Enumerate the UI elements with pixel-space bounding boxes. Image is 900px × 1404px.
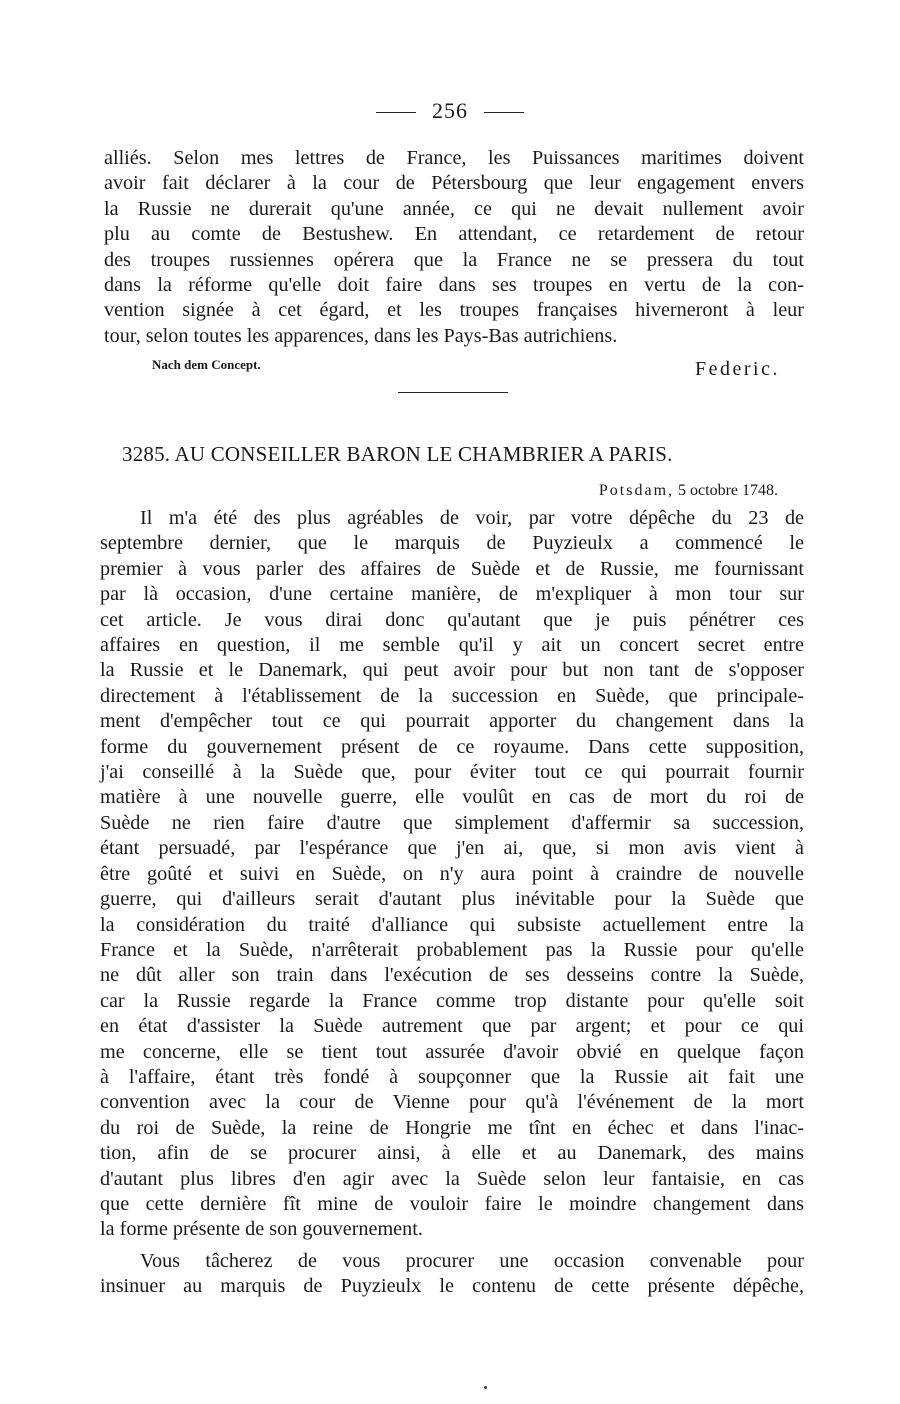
source-note: Nach dem Concept. bbox=[152, 357, 261, 372]
letter-paragraph-1 bbox=[100, 506, 804, 1243]
section-divider bbox=[398, 392, 508, 393]
text-line: convention avec la cour de Vienne pour qu'à l'événement de la mort bbox=[100, 1091, 804, 1114]
text-line: tion, afin de se procurer ainsi, à elle et au Danemark, des mains bbox=[100, 1142, 804, 1165]
header-dash-left bbox=[376, 112, 416, 113]
page-speck bbox=[484, 1386, 487, 1389]
text-line: en état d'assister la Suède autrement que par argent; et pour ce qui bbox=[100, 1015, 804, 1038]
text-line: étant persuadé, par l'espérance que j'en ai, que, si mon avis vient à bbox=[100, 837, 804, 860]
text-line: plu au comte de Bestushew. En attendant, ce retardement de retour bbox=[104, 223, 804, 246]
text-line: car la Russie regarde la France comme trop distante pour qu'elle soit bbox=[100, 989, 804, 1012]
text-line: par là occasion, d'une certaine manière, de m'expliquer à mon tour sur bbox=[100, 583, 804, 606]
text-line: directement à l'établissement de la succession en Suède, que principale- bbox=[100, 684, 804, 707]
text-line: Il m'a été des plus agréables de voir, par votre dépêche du 23 de bbox=[140, 507, 804, 529]
text-line: ment d'empêcher tout ce qui pourrait apporter du changement dans la bbox=[100, 710, 804, 733]
text-line: que cette dernière fît mine de vouloir faire le moindre changement dans bbox=[100, 1192, 804, 1215]
text-line: des troupes russiennes opérera que la France ne se pressera du tout bbox=[104, 248, 804, 271]
text-line: être goûté et suivi en Suède, on n'y aura point à craindre de nouvelle bbox=[100, 862, 804, 885]
text-line: septembre dernier, que le marquis de Puyzieulx a commencé le bbox=[100, 532, 804, 555]
text-line: à l'affaire, étant très fondé à soupçonner que la Russie ait fait une bbox=[100, 1065, 804, 1088]
dateline-date: 5 octobre 1748. bbox=[678, 482, 778, 499]
text-line: premier à vous parler des affaires de Suède et de Russie, me fournissant bbox=[100, 557, 804, 580]
text-line: la forme présente de son gouvernement. bbox=[100, 1218, 423, 1241]
text-line: France et la Suède, n'arrêterait probablement pas la Russie pour qu'elle bbox=[100, 938, 804, 961]
page-header bbox=[0, 98, 900, 124]
text-line: vention signée à cet égard, et les troupes françaises hiverneront à leur bbox=[104, 299, 804, 322]
text-line: guerre, qui d'ailleurs serait d'autant plus inévitable pour la Suède que bbox=[100, 888, 804, 911]
text-line: j'ai conseillé à la Suède que, pour éviter tout ce qui pourrait fournir bbox=[100, 761, 804, 784]
continuation-paragraph bbox=[104, 146, 804, 349]
text-line: la Russie et le Danemark, qui peut avoir pour but non tant de s'opposer bbox=[100, 659, 804, 682]
text-line: tour, selon toutes les apparences, dans les Pays-Bas autrichiens. bbox=[104, 324, 618, 347]
text-line: forme du gouvernement présent de ce royaume. Dans cette supposition, bbox=[100, 735, 804, 758]
letter-paragraph-2 bbox=[100, 1249, 804, 1300]
letter-heading: 3285. AU CONSEILLER BARON LE CHAMBRIER A PARIS. bbox=[122, 442, 673, 466]
text-line: me concerne, elle se tient tout assurée d'avoir obvié en quelque façon bbox=[100, 1040, 804, 1063]
text-line: Suède ne rien faire d'autre que simplement d'affermir sa succession, bbox=[100, 811, 804, 834]
signature: Federic. bbox=[695, 358, 780, 380]
text-line: avoir fait déclarer à la cour de Pétersbourg que leur engagement envers bbox=[104, 172, 804, 195]
dateline bbox=[599, 482, 778, 500]
text-line: affaires en question, il me semble qu'il y ait un concert secret entre bbox=[100, 634, 804, 657]
text-line: matière à une nouvelle guerre, elle voulût en cas de mort du roi de bbox=[100, 786, 804, 809]
text-line: dans la réforme qu'elle doit faire dans ses troupes en vertu de la con- bbox=[104, 274, 804, 297]
text-line: alliés. Selon mes lettres de France, les Puissances maritimes doivent bbox=[104, 147, 804, 169]
dateline-place: Potsdam, bbox=[598, 482, 675, 499]
text-line: d'autant plus libres d'en agir avec la Suède selon leur fantaisie, en cas bbox=[100, 1167, 804, 1190]
text-line: insinuer au marquis de Puyzieulx le contenu de cette présente dépêche, bbox=[100, 1275, 804, 1298]
text-line: Vous tâcherez de vous procurer une occasion convenable pour bbox=[140, 1250, 804, 1272]
text-line: la considération du traité d'alliance qui subsiste actuellement entre la bbox=[100, 913, 804, 936]
header-dash-right bbox=[484, 112, 524, 113]
text-line: du roi de Suède, la reine de Hongrie me tînt en échec et dans l'inac- bbox=[100, 1116, 804, 1139]
page-number: 256 bbox=[432, 98, 468, 123]
text-line: ne dût aller son train dans l'exécution de ses desseins contre la Suède, bbox=[100, 964, 804, 987]
text-line: cet article. Je vous dirai donc qu'autant que je puis pénétrer ces bbox=[100, 608, 804, 631]
text-line: la Russie ne durerait qu'une année, ce qui ne devait nullement avoir bbox=[104, 197, 804, 220]
